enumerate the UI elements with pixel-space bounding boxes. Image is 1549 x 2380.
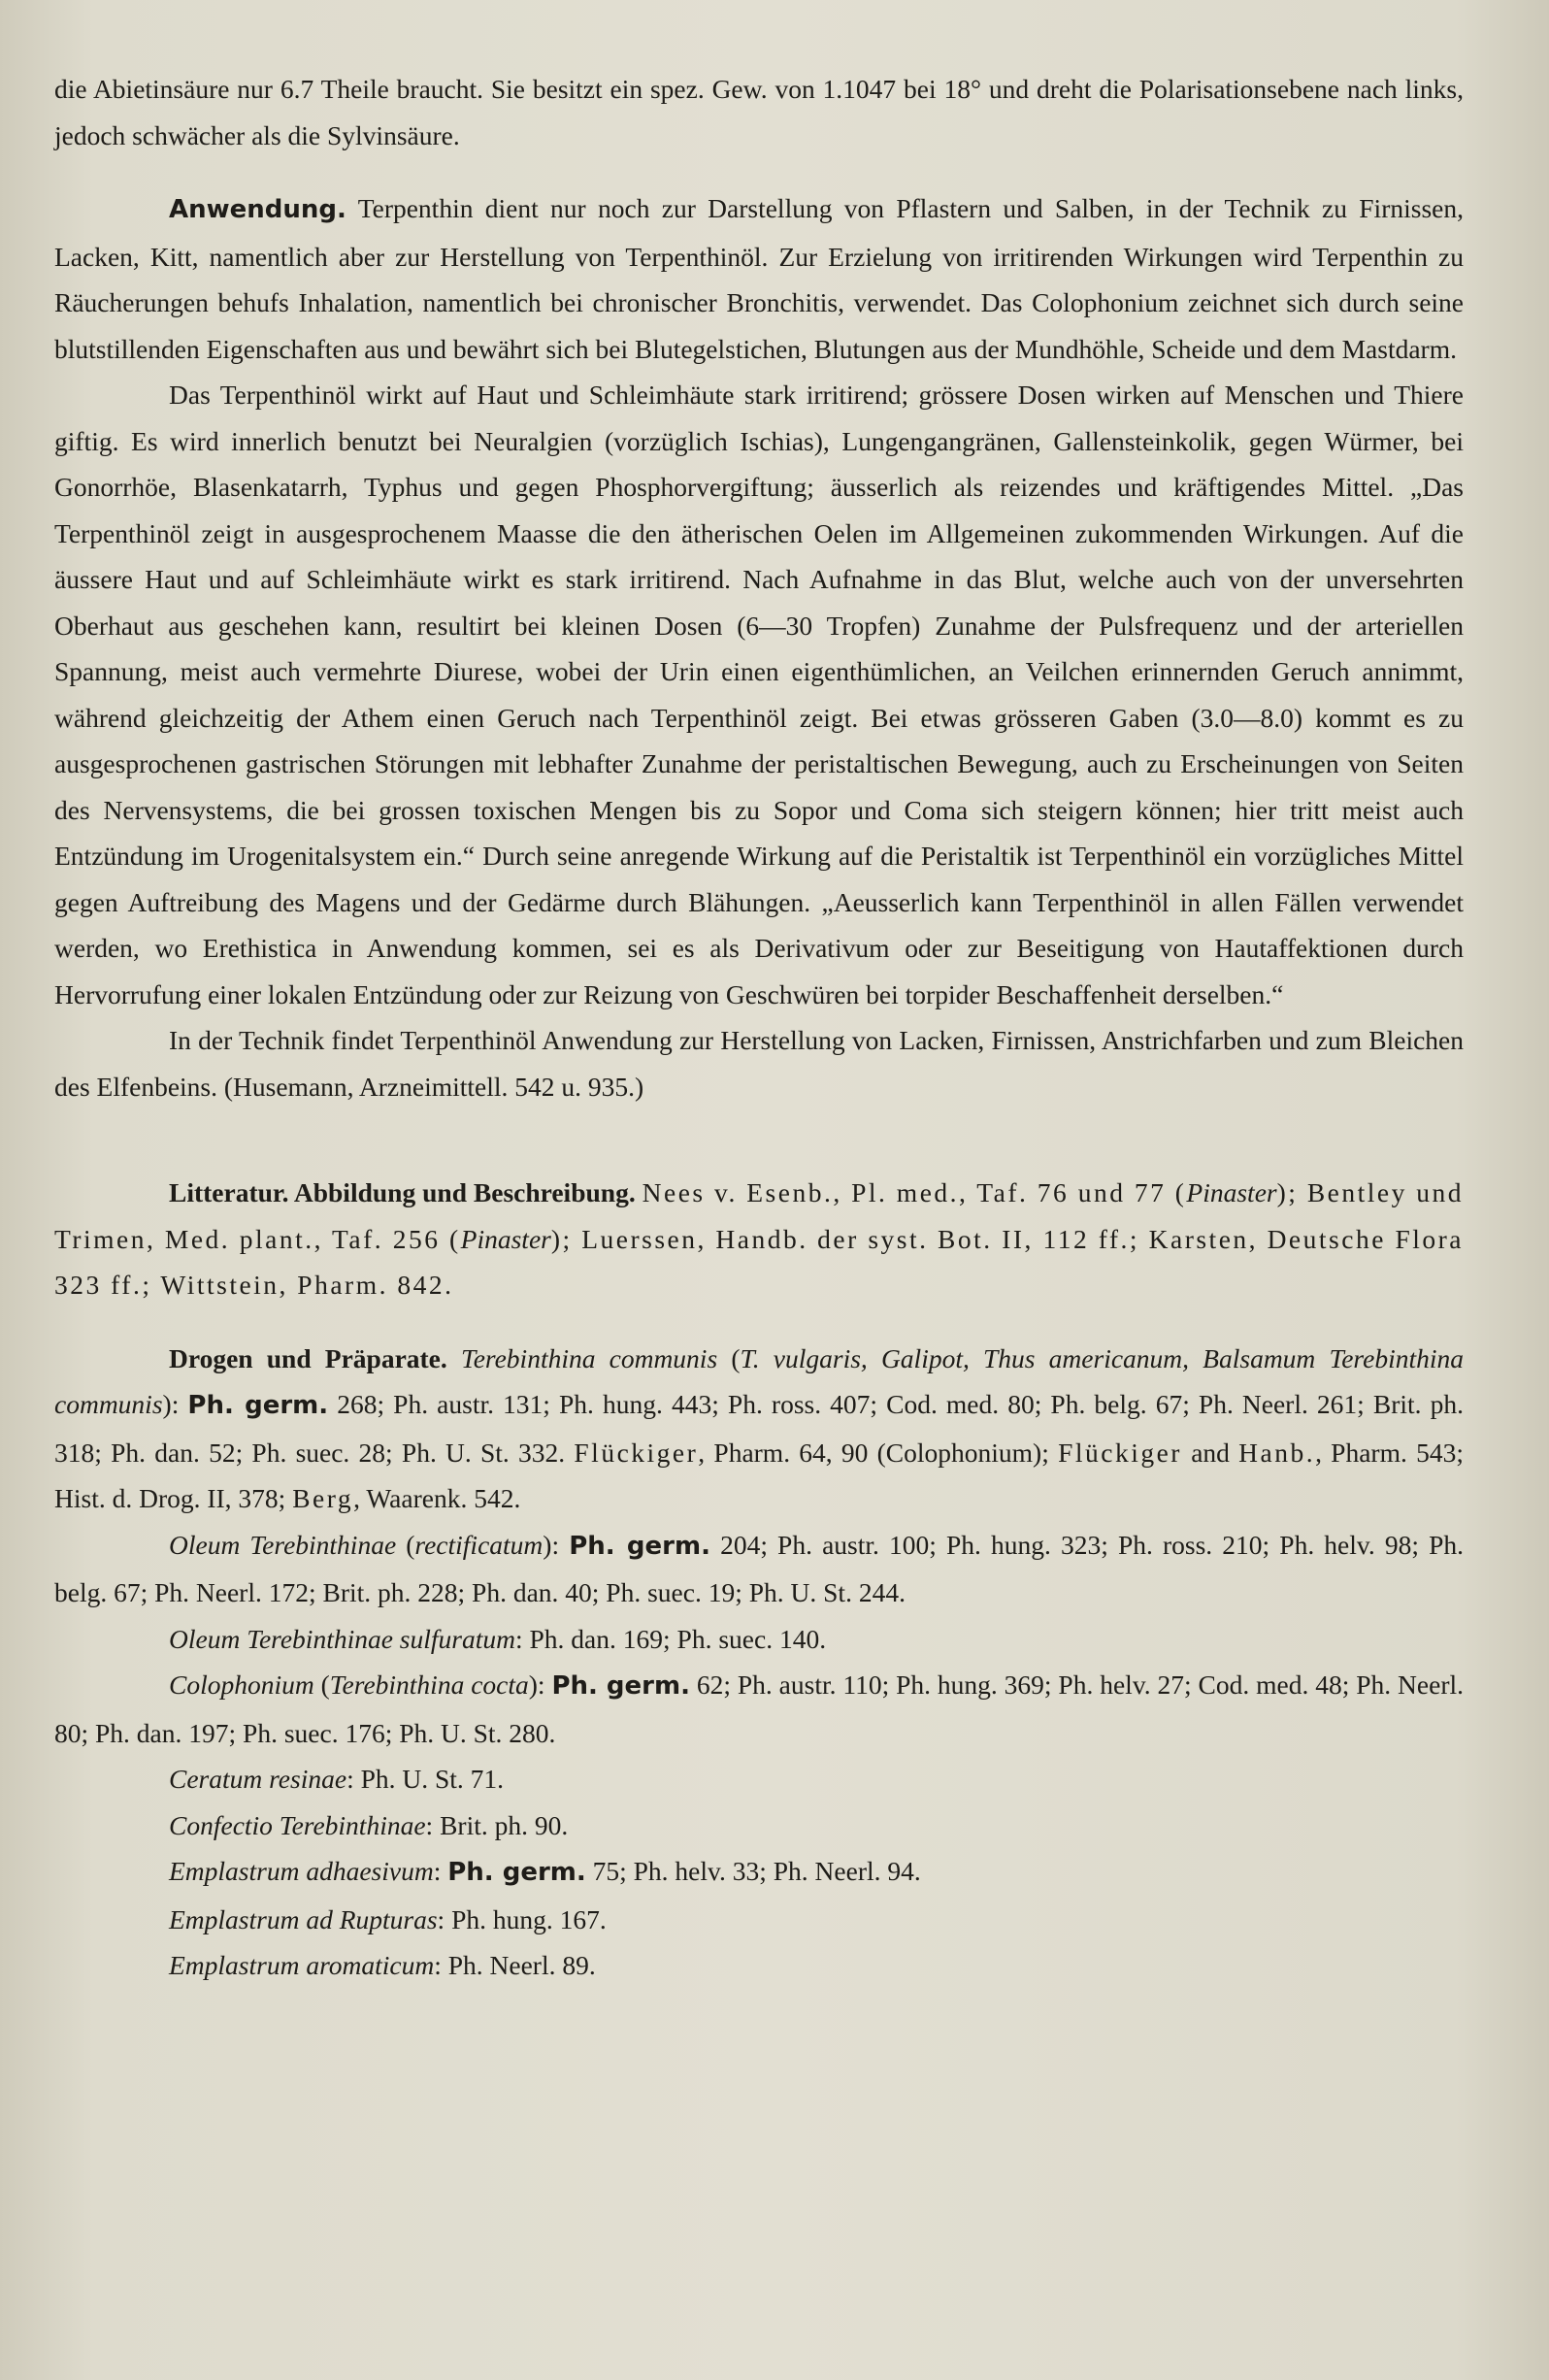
anwendung-heading: Anwendung. xyxy=(169,195,346,224)
preparation-punct: : xyxy=(425,1809,441,1840)
preparation-refs: Ph. U. St. 71. xyxy=(360,1764,505,1794)
pharmacopoeia-label: Ph. germ. xyxy=(569,1531,710,1561)
litteratur-italic: Pinaster xyxy=(1186,1177,1277,1207)
preparation-punct: ( xyxy=(396,1529,415,1560)
preparation-punct: : xyxy=(346,1764,361,1794)
drogen-heading: Drogen und Präparate. xyxy=(169,1342,447,1373)
author-name: Flückiger xyxy=(574,1437,699,1468)
preparations-list xyxy=(54,1522,1464,1989)
preparation-name: Emplastrum adhaesivum xyxy=(169,1856,434,1886)
preparation-punct: : xyxy=(434,1950,448,1980)
litteratur-heading: Litteratur. Abbildung und Beschreibung. xyxy=(169,1177,636,1207)
author-name: Flückiger xyxy=(1058,1437,1182,1468)
pharmacopoeia-label: Ph. germ. xyxy=(187,1391,329,1420)
preparation-punct: : xyxy=(437,1903,452,1934)
preparation-refs: Ph. Neerl. 89. xyxy=(447,1950,596,1980)
preparation-name: Confectio Terebinthinae xyxy=(169,1809,426,1840)
preparation-synonym: Terebinthina cocta xyxy=(329,1669,529,1700)
preparation-punct: ( xyxy=(313,1669,330,1700)
pharmacopoeia-label: Ph. germ. xyxy=(551,1671,690,1701)
preparation-name: Emplastrum ad Rupturas xyxy=(169,1903,438,1934)
drogen-paragraph xyxy=(54,1336,1464,1522)
litteratur-text: Nees v. Esenb., Pl. med., Taf. 76 und 77 ( xyxy=(642,1177,1187,1207)
preparation-entry xyxy=(54,1756,1464,1802)
drogen-name: Terebinthina communis xyxy=(460,1342,718,1373)
author-name: Hanb. xyxy=(1238,1437,1316,1468)
preparation-synonym: rectificatum xyxy=(414,1529,544,1560)
terpenthinoel-paragraph: Das Terpenthinöl wirkt auf Haut und Schleimhäute stark irritirend; grössere Dosen wirken auf Menschen und Thiere giftig. Es wird innerlich benutzt bei Neuralgien (vorzüglich Ischias), Lungengangränen, Gallensteinkolik, gegen Würmer, bei Gonorrhöe, Blasenkatarrh, Typhus und gegen Phosphorvergiftung; äusserlich als reizendes und kräftigendes Mittel. „Das Terpenthinöl zeigt in ausgesprochenem Maasse die den ätherischen Oelen im Allgemeinen zukommenden Wirkungen. Auf die äussere Haut und auf Schleimhäute wirkt es stark irritirend. Nach Aufnahme in das Blut, welche auch von der unversehrten Oberhaut aus geschehen kann, resultirt bei kleinen Dosen (6—30 Tropfen) Zunahme der Pulsfrequenz und der arteriellen Spannung, meist auch vermehrte Diurese, wobei der Urin einen eigenthümlichen, an Veilchen erinnernden Geruch annimmt, während gleichzeitig der Athem einen Geruch nach Terpenthinöl zeigt. Bei etwas grösseren Gaben (3.0—8.0) kommt es zu ausgesprochenen gastrischen Störungen mit lebhafter Zunahme der peristaltischen Bewegung, auch zu Erscheinungen von Seiten des Nervensystems, die bei grossen toxischen Mengen bis zu Sopor und Coma sich steigern können; hier tritt meist auch Entzündung im Urogenitalsystem ein.“ Durch seine anregende Wirkung auf die Peristaltik ist Terpenthinöl ein vorzügliches Mittel gegen Auftreibung des Magens und der Gedärme durch Blähungen. „Aeusserlich kann Terpenthinöl in allen Fällen verwendet werden, wo Erethistica in Anwendung kommen, sei es als Derivativum oder zur Beseitigung von Hautaffektionen durch Hervorrufung einer lokalen Entzündung oder zur Reizung von Geschwüren bei torpider Beschaffenheit derselben.“ xyxy=(54,380,1464,1009)
preparation-name: Oleum Terebinthinae sulfuratum xyxy=(169,1623,515,1654)
preparation-punct: ): xyxy=(543,1529,570,1560)
preparation-refs: Brit. ph. 90. xyxy=(440,1809,569,1840)
drogen-text: ( xyxy=(717,1342,741,1373)
preparation-punct: : xyxy=(515,1623,530,1654)
preparation-refs: 75; Ph. helv. 33; Ph. Neerl. 94. xyxy=(585,1856,921,1886)
drogen-synonyms: T. vulgaris, Galipot, Thus americanum, Balsamum Terebinthina communis xyxy=(54,1342,1464,1419)
drogen-text: and xyxy=(1181,1437,1239,1468)
preparation-refs: 204; Ph. austr. 100; Ph. hung. 323; Ph. ross. 210; Ph. helv. 98; Ph. belg. 67; Ph. Neerl. 172; Brit. ph. 228; Ph. dan. 40; Ph. suec. 19; Ph. U. St. 244. xyxy=(54,1529,1464,1607)
drogen-text: , Pharm. 64, 90 (Colophonium); xyxy=(698,1437,1059,1468)
text-column xyxy=(54,66,1464,1989)
litteratur-italic: Pinaster xyxy=(460,1223,551,1254)
preparation-name: Emplastrum aromaticum xyxy=(169,1950,435,1980)
preparation-refs: 62; Ph. austr. 110; Ph. hung. 369; Ph. helv. 27; Cod. med. 48; Ph. Neerl. 80; Ph. dan. 197; Ph. suec. 176; Ph. U. St. 280. xyxy=(54,1669,1464,1748)
preparation-entry xyxy=(54,1616,1464,1663)
drogen-text: , Pharm. 543; Hist. d. Drog. II, 378; xyxy=(54,1437,1464,1513)
litteratur-text: ); Bentley und Trimen, Med. plant., Taf. 256 ( xyxy=(54,1177,1465,1254)
preparation-entry xyxy=(54,1522,1464,1616)
pharmacopoeia-label: Ph. germ. xyxy=(447,1858,586,1887)
preparation-entry xyxy=(54,1897,1464,1943)
drogen-text: ): xyxy=(162,1389,188,1419)
preparation-refs: Ph. dan. 169; Ph. suec. 140. xyxy=(529,1623,827,1654)
preparation-entry xyxy=(54,1662,1464,1756)
litteratur-text: ); Luerssen, Handb. der syst. Bot. II, 112 ff.; Karsten, Deutsche Flora 323 ff.; Wittstein, Pharm. 842. xyxy=(54,1223,1464,1300)
drogen-text: 268; Ph. austr. 131; Ph. hung. 443; Ph. ross. 407; Cod. med. 80; Ph. belg. 67; Ph. Neerl. 261; Brit. ph. 318; Ph. dan. 52; Ph. suec. 28; Ph. U. St. 332. xyxy=(54,1389,1464,1468)
preparation-entry xyxy=(54,1802,1464,1849)
author-name: Berg xyxy=(292,1483,354,1513)
preparation-refs: Ph. hung. 167. xyxy=(451,1903,607,1934)
preparation-name: Oleum Terebinthinae xyxy=(169,1529,397,1560)
anwendung-text: Terpenthin dient nur noch zur Darstellung von Pflastern und Salben, in der Technik zu Firnissen, Lacken, Kitt, namentlich aber zur Herstellung von Terpenthinöl. Zur Erzielung von irritirenden Wirkungen wird Terpenthin zu Räucherungen behufs Inhalation, namentlich bei chronischer Bronchitis, verwendet. Das Colophonium zeichnet sich durch seine blutstillenden Eigenschaften aus und bewährt sich bei Blutegelstichen, Blutungen aus der Mundhöhle, Scheide und dem Mastdarm. xyxy=(54,193,1464,364)
preparation-entry xyxy=(54,1942,1464,1989)
preparation-entry xyxy=(54,1848,1464,1897)
technik-paragraph: In der Technik findet Terpenthinöl Anwendung zur Herstellung von Lacken, Firnissen, Anstrichfarben und zum Bleichen des Elfenbeins. (Husemann, Arzneimittell. 542 u. 935.) xyxy=(54,1025,1464,1102)
preparation-punct: : xyxy=(433,1856,448,1886)
preparation-punct: ): xyxy=(528,1669,552,1700)
drogen-text: , Waarenk. 542. xyxy=(353,1483,521,1513)
intro-paragraph: die Abietinsäure nur 6.7 Theile braucht. Sie besitzt ein spez. Gew. von 1.1047 bei 18° und dreht die Polarisationsebene nach links, jedoch schwächer als die Sylvinsäure. xyxy=(54,74,1464,150)
anwendung-paragraph xyxy=(54,185,1464,372)
preparation-name: Colophonium xyxy=(169,1669,314,1700)
litteratur-paragraph xyxy=(54,1170,1464,1308)
preparation-name: Ceratum resinae xyxy=(169,1764,347,1794)
